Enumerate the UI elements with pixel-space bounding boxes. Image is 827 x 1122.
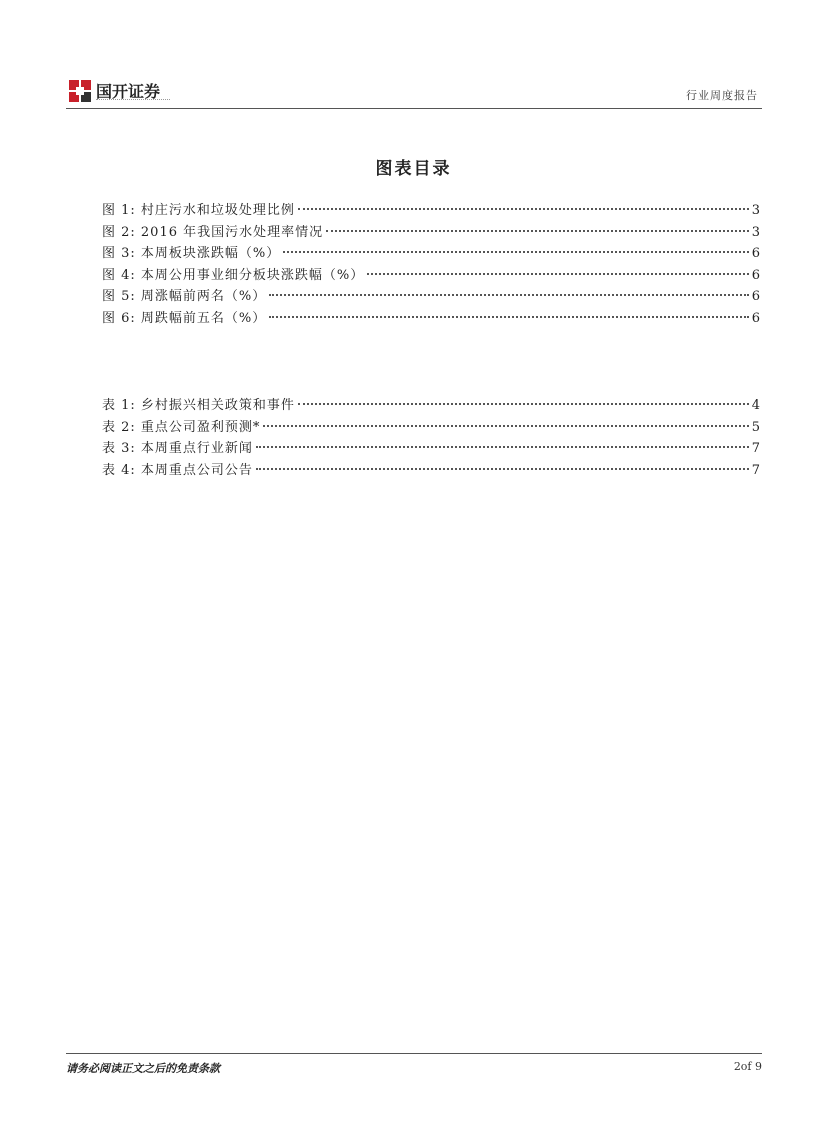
- toc-entry-page: 6: [751, 267, 760, 283]
- toc-entry-figure-6[interactable]: [102, 308, 760, 330]
- toc-entry-figure-1[interactable]: [102, 200, 760, 222]
- toc-entry-page: 6: [751, 310, 760, 326]
- toc-entry-figure-2[interactable]: [102, 222, 760, 244]
- toc-leader-dots: [269, 316, 748, 318]
- toc-leader-dots: [283, 251, 748, 253]
- toc-title: 图表目录: [375, 159, 452, 179]
- toc-entry-label: 图 6: 周跌幅前五名（%）: [102, 310, 267, 326]
- toc-entry-page: 7: [751, 441, 760, 457]
- page-footer: [66, 1053, 762, 1080]
- toc-entry-figure-5[interactable]: [102, 286, 760, 308]
- toc-leader-dots: [367, 273, 748, 275]
- toc-entry-label: 图 4: 本周公用事业细分板块涨跌幅（%）: [102, 267, 365, 283]
- toc-entry-table-3[interactable]: [102, 438, 760, 460]
- toc-entry-page: 3: [751, 224, 760, 240]
- toc-entry-page: 4: [751, 398, 760, 413]
- toc-entry-page: 6: [751, 289, 760, 305]
- logo-mark-icon: [69, 80, 91, 102]
- report-type: 行业周度报告: [686, 89, 758, 102]
- toc-entry-page: 6: [751, 246, 760, 262]
- toc-entry-label: 图 1: 村庄污水和垃圾处理比例: [102, 203, 295, 218]
- toc-leader-dots: [298, 403, 749, 405]
- toc-leader-dots: [269, 294, 748, 296]
- toc-entry-figure-4[interactable]: [102, 265, 760, 287]
- toc-entry-page: 5: [751, 419, 760, 435]
- toc-entry-table-1[interactable]: [102, 395, 760, 417]
- logo-subtitle-line: [96, 99, 170, 102]
- toc-leader-dots: [256, 446, 749, 448]
- page-header: [66, 72, 762, 109]
- page-number: 2of 9: [733, 1060, 762, 1073]
- toc-entry-label: 图 2: 2016 年我国污水处理率情况: [102, 224, 324, 240]
- toc-entry-label: 表 3: 本周重点行业新闻: [102, 441, 253, 457]
- disclaimer-text: 请务必阅读正文之后的免责条款: [66, 1062, 220, 1075]
- toc-entry-figure-3[interactable]: [102, 243, 760, 265]
- figure-list: [102, 200, 760, 330]
- toc-entry-page: 3: [751, 203, 760, 218]
- toc-leader-dots: [256, 468, 749, 470]
- company-logo: [66, 76, 186, 106]
- toc-leader-dots: [263, 425, 748, 427]
- toc-entry-label: 图 3: 本周板块涨跌幅（%）: [102, 246, 281, 262]
- toc-entry-label: 表 1: 乡村振兴相关政策和事件: [102, 398, 295, 413]
- toc-entry-page: 7: [751, 462, 760, 478]
- logo-text: 国开证券: [96, 82, 161, 101]
- toc-entry-table-4[interactable]: [102, 460, 760, 482]
- toc-entry-label: 表 2: 重点公司盈利预测*: [102, 419, 261, 435]
- toc-leader-dots: [326, 230, 749, 232]
- toc-entry-table-2[interactable]: [102, 417, 760, 439]
- table-list: [102, 395, 760, 481]
- toc-entry-label: 表 4: 本周重点公司公告: [102, 462, 253, 478]
- toc-leader-dots: [298, 208, 749, 210]
- toc-entry-label: 图 5: 周涨幅前两名（%）: [102, 289, 267, 305]
